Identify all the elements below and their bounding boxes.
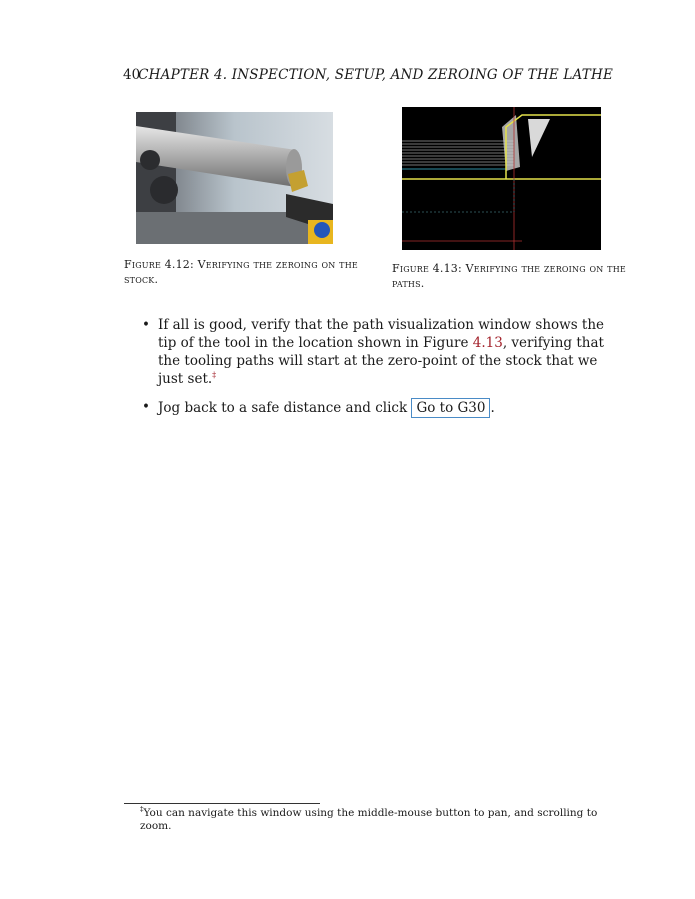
footnote-mark: ‡ xyxy=(140,805,144,814)
figure-reference-link[interactable]: 4.13 xyxy=(472,335,503,351)
figure-label: Figure 4.13: xyxy=(392,262,462,275)
bullet-list xyxy=(142,316,612,428)
list-item xyxy=(142,316,612,388)
figure-path-visualization xyxy=(402,107,601,250)
list-item xyxy=(142,398,612,418)
running-head xyxy=(123,67,613,87)
footnote-rule xyxy=(124,803,320,804)
bullet-text: If all is good, verify that the path visualization window shows the tip of the tool in the location shown in Figure xyxy=(158,317,605,351)
figure-caption-text: Verifying the zeroing on the paths. xyxy=(392,262,626,290)
figure-stock-photo xyxy=(136,112,333,244)
go-to-g30-button[interactable]: Go to G30 xyxy=(411,398,490,418)
figure-label: Figure 4.12: xyxy=(124,258,194,271)
page-number: 40 xyxy=(123,67,141,83)
footnote-text: You can navigate this window using the middle-mouse button to pan, and scrolling to zoom. xyxy=(140,807,598,832)
figure-caption-text: Verifying the zeroing on the stock. xyxy=(124,258,358,286)
bullet-dot: • xyxy=(142,317,150,333)
bullet-text: , verifying that the tooling paths will start at the zero-point of the stock that we just set. xyxy=(158,335,604,387)
footnote-marker[interactable]: ‡ xyxy=(212,370,217,380)
chapter-title: CHAPTER 4. INSPECTION, SETUP, AND ZEROING OF THE LATHE xyxy=(138,67,613,83)
bullet-dot: • xyxy=(142,399,150,415)
footnote xyxy=(140,807,615,833)
bullet-text: Jog back to a safe distance and click xyxy=(158,400,412,416)
figure-caption-4-12 xyxy=(124,257,360,287)
bullet-text: . xyxy=(490,400,495,416)
figure-caption-4-13 xyxy=(392,261,628,291)
